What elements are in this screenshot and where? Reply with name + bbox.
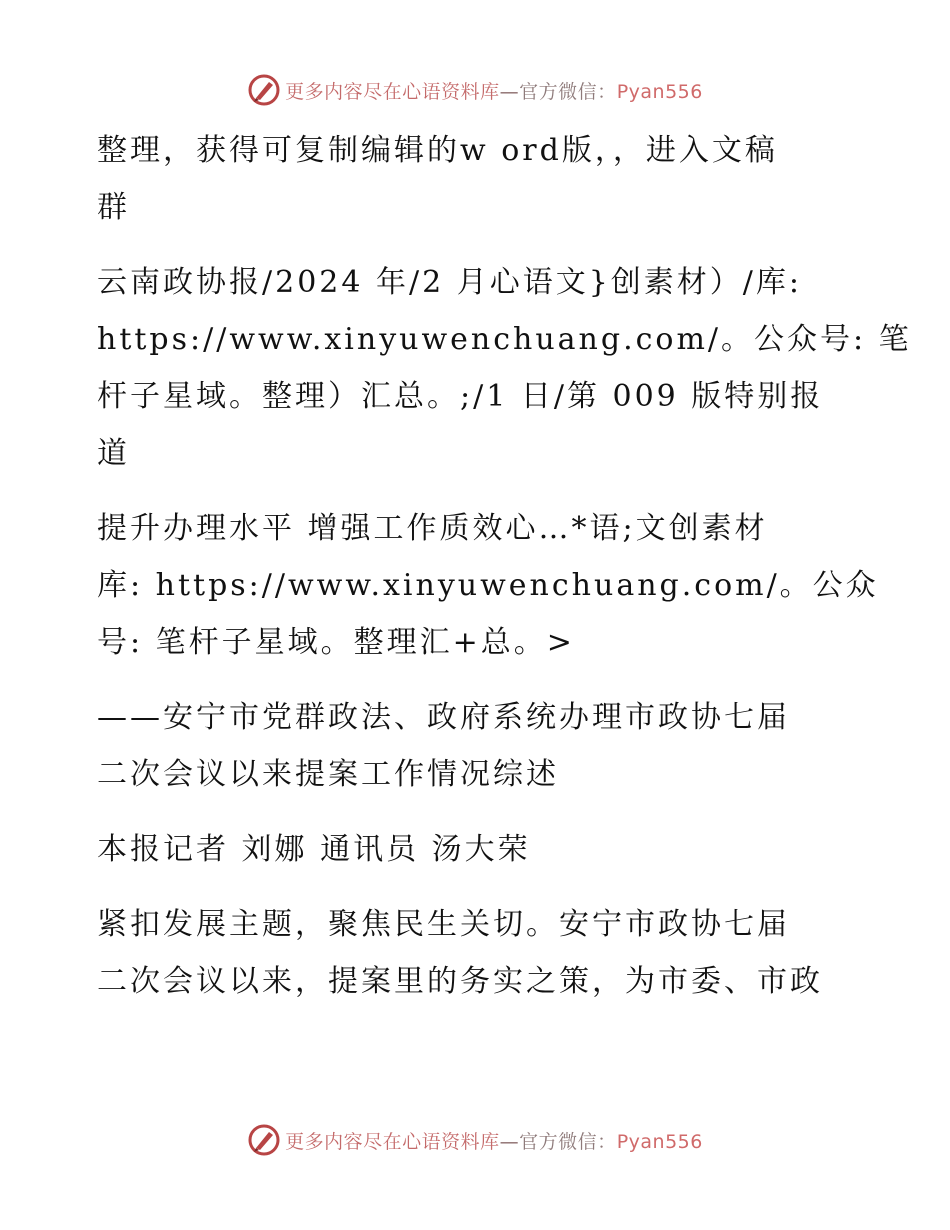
pen-logo-icon (247, 73, 281, 107)
header-watermark (0, 70, 950, 110)
watermark-text: 更多内容尽在心语资料库—官方微信：Pyan556 (285, 80, 703, 103)
source-paragraph: 云南政协报/2024 年/2 月心语文}创素材）/库: https://www.xinyuwenchuang.com/。公众号: 笔 杆子星域。整理）汇总。;/1 日/第 009 版特别报 道 (97, 265, 912, 471)
body-paragraph: 紧扣发展主题，聚焦民生关切。安宁市政协七届 二次会议以来，提案里的务实之策，为市委、市政 (97, 907, 823, 999)
intro-paragraph: 整理，获得可复制编辑的w ord版，，进入文稿 群 (97, 133, 778, 225)
subheadline-paragraph: ——安宁市党群政法、政府系统办理市政协七届 二次会议以来提案工作情况综述 (97, 700, 790, 792)
footer-watermark (0, 1120, 950, 1160)
document-body (97, 122, 912, 1028)
pen-logo-icon (247, 1123, 281, 1157)
headline-paragraph: 提升办理水平 增强工作质效心…*语;文创素材 库: https://www.xinyuwenchuang.com/。公众 号: 笔杆子星域。整理汇+总。> (97, 511, 879, 660)
watermark-text: 更多内容尽在心语资料库—官方微信：Pyan556 (285, 1130, 703, 1153)
byline-paragraph: 本报记者 刘娜 通讯员 汤大荣 (97, 832, 531, 867)
